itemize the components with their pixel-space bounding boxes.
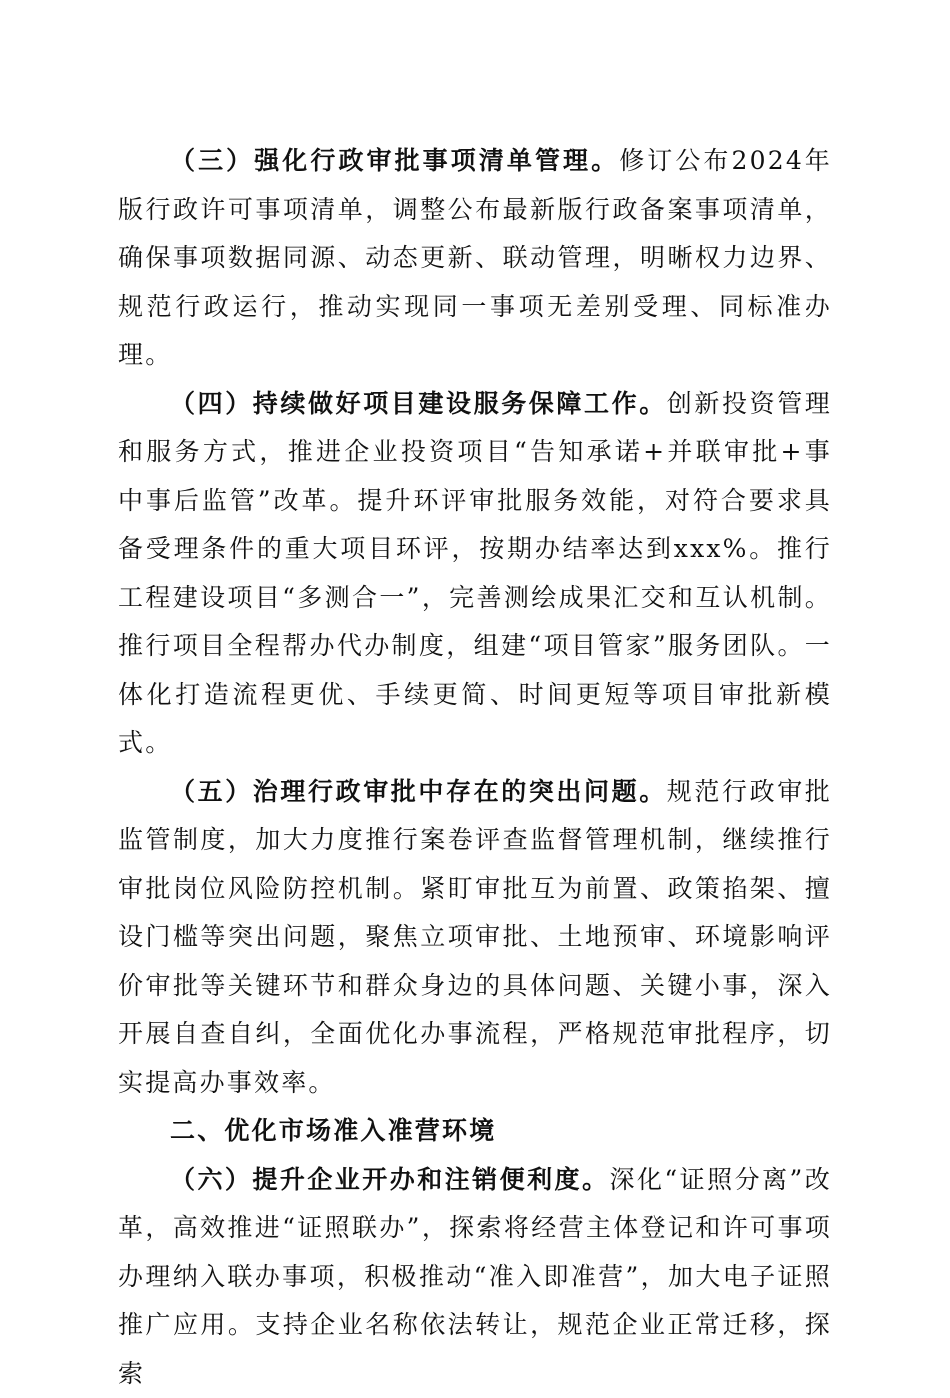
section-heading: 二、优化市场准入准营环境 xyxy=(118,1107,832,1156)
paragraph-4-lead: （四）持续做好项目建设服务保障工作。 xyxy=(170,389,667,418)
paragraph-5 xyxy=(118,768,832,1108)
paragraph-5-body: 规范行政审批监管制度，加大力度推行案卷评查监督管理机制，继续推行审批岗位风险防控机制。紧盯审批互为前置、政策掐架、擅设门槛等突出问题，聚焦立项审批、土地预审、环境影响评价审批等关键环节和群众身边的具体问题、关键小事，深入开展自查自纠，全面优化办事流程，严格规范审批程序，切实提高办事效率。 xyxy=(118,777,832,1097)
paragraph-6 xyxy=(118,1156,832,1398)
document-page xyxy=(118,137,832,1398)
paragraph-6-body: 深化“证照分离”改革，高效推进“证照联办”，探索将经营主体登记和许可事项办理纳入联办事项，积极推动“准入即准营”，加大电子证照推广应用。支持企业名称依法转让，规范企业正常迁移，探索 xyxy=(118,1165,832,1388)
paragraph-4 xyxy=(118,380,832,768)
paragraph-3-lead: （三）强化行政审批事项清单管理。 xyxy=(170,146,619,175)
paragraph-3 xyxy=(118,137,832,380)
paragraph-4-body: 创新投资管理和服务方式，推进企业投资项目“告知承诺+并联审批+事中事后监管”改革。提升环评审批服务效能，对符合要求具备受理条件的重大项目环评，按期办结率达到xxx%。推行工程建设项目“多测合一”，完善测绘成果汇交和互认机制。推行项目全程帮办代办制度，组建“项目管家”服务团队。一体化打造流程更优、手续更简、时间更短等项目审批新模式。 xyxy=(118,389,832,758)
paragraph-5-lead: （五）治理行政审批中存在的突出问题。 xyxy=(170,777,667,806)
paragraph-6-lead: （六）提升企业开办和注销便利度。 xyxy=(170,1165,609,1194)
paragraph-3-body: 修订公布2024年版行政许可事项清单，调整公布最新版行政备案事项清单，确保事项数据同源、动态更新、联动管理，明晰权力边界、规范行政运行，推动实现同一事项无差别受理、同标准办理。 xyxy=(118,146,832,369)
